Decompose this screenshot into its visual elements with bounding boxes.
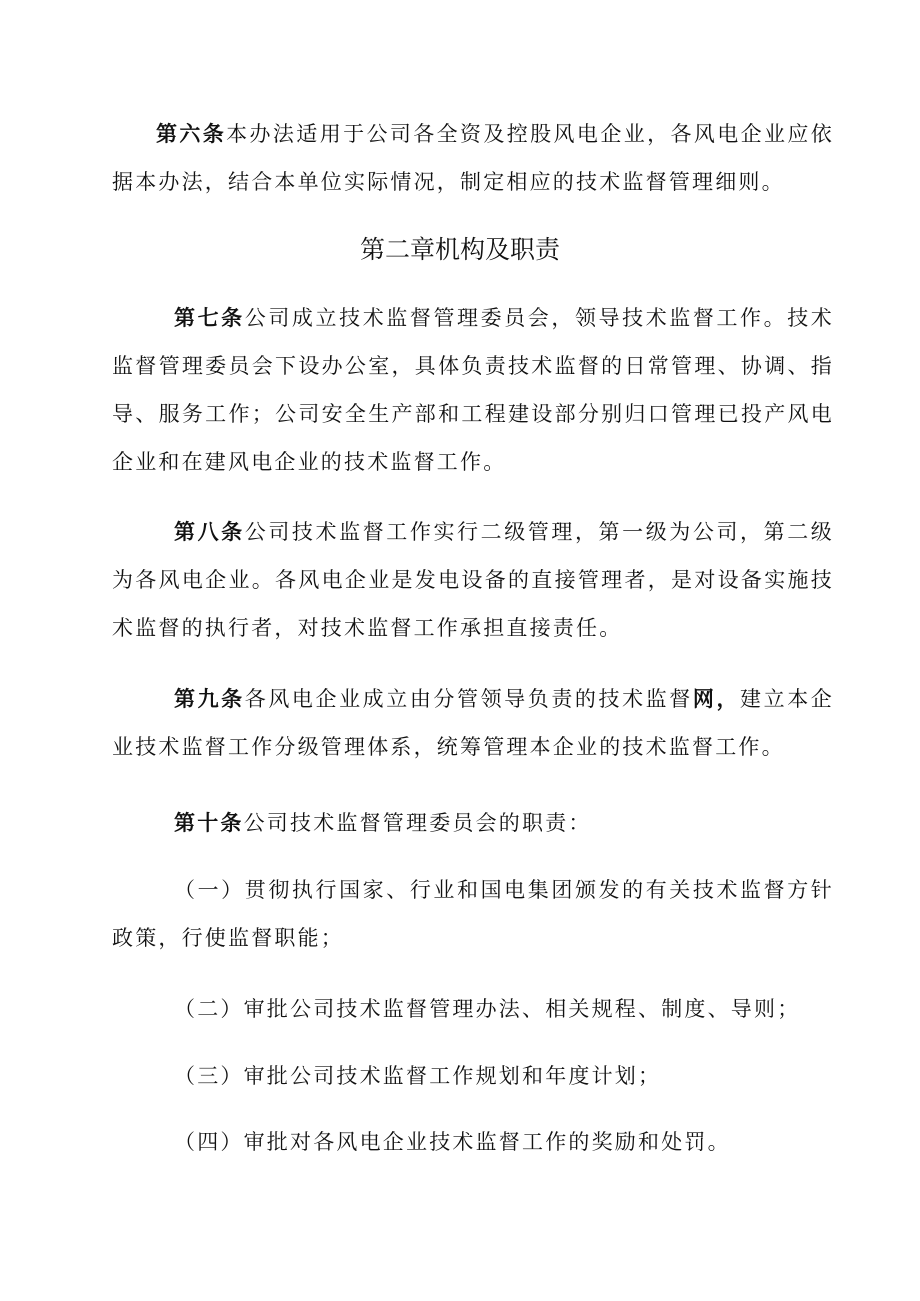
article-8-text: 公司技术监督工作实行二级管理，第一级为公司，第二级为各风电企业。各风电企业是发电设备的直接管理者，是对设备实施技术监督的执行者，对技术监督工作承担直接责任。 — [112, 520, 834, 640]
article-9 — [112, 675, 834, 771]
article-10-item-1: （一）贯彻执行国家、行业和国电集团颁发的有关技术监督方针政策，行使监督职能； — [112, 878, 834, 950]
article-7 — [112, 294, 834, 486]
article-8 — [112, 508, 834, 652]
article-7-text: 公司成立技术监督管理委员会，领导技术监督工作。技术监督管理委员会下设办公室，具体负责技术监督的日常管理、协调、指导、服务工作；公司安全生产部和工程建设部分别归口管理已投产风电企业和在建风电企业的技术监督工作。 — [112, 306, 834, 474]
article-10-item-2: （二）审批公司技术监督管理办法、相关规程、制度、导则； — [174, 997, 801, 1021]
article-8-label: 第八条 — [174, 520, 245, 544]
article-10-text: 公司技术监督管理委员会的职责： — [243, 811, 592, 835]
article-9-label: 第九条 — [174, 687, 245, 711]
article-10 — [112, 799, 834, 847]
article-6 — [112, 110, 834, 206]
article-6-text: 本办法适用于公司各全资及控股风电企业，各风电企业应依据本办法，结合本单位实际情况，制定相应的技术监督管理细则。 — [112, 122, 834, 194]
article-9-text-b: 建立本企业技术监督工作分级管理体系，统筹管理本企业的技术监督工作。 — [112, 687, 834, 759]
chapter-title: 第二章机构及职责 — [359, 235, 560, 264]
article-9-text-bold: 网， — [692, 687, 741, 711]
article-7-label: 第七条 — [174, 306, 245, 330]
article-9-text-a: 各风电企业成立由分管领导负责的技术监督 — [244, 687, 693, 711]
article-10-item-3: （三）审批公司技术监督工作规划和年度计划； — [174, 1064, 662, 1088]
article-10-label: 第十条 — [174, 811, 244, 835]
article-10-item-4: （四）审批对各风电企业技术监督工作的奖励和处罚。 — [174, 1130, 731, 1154]
article-6-label: 第六条 — [156, 122, 227, 146]
